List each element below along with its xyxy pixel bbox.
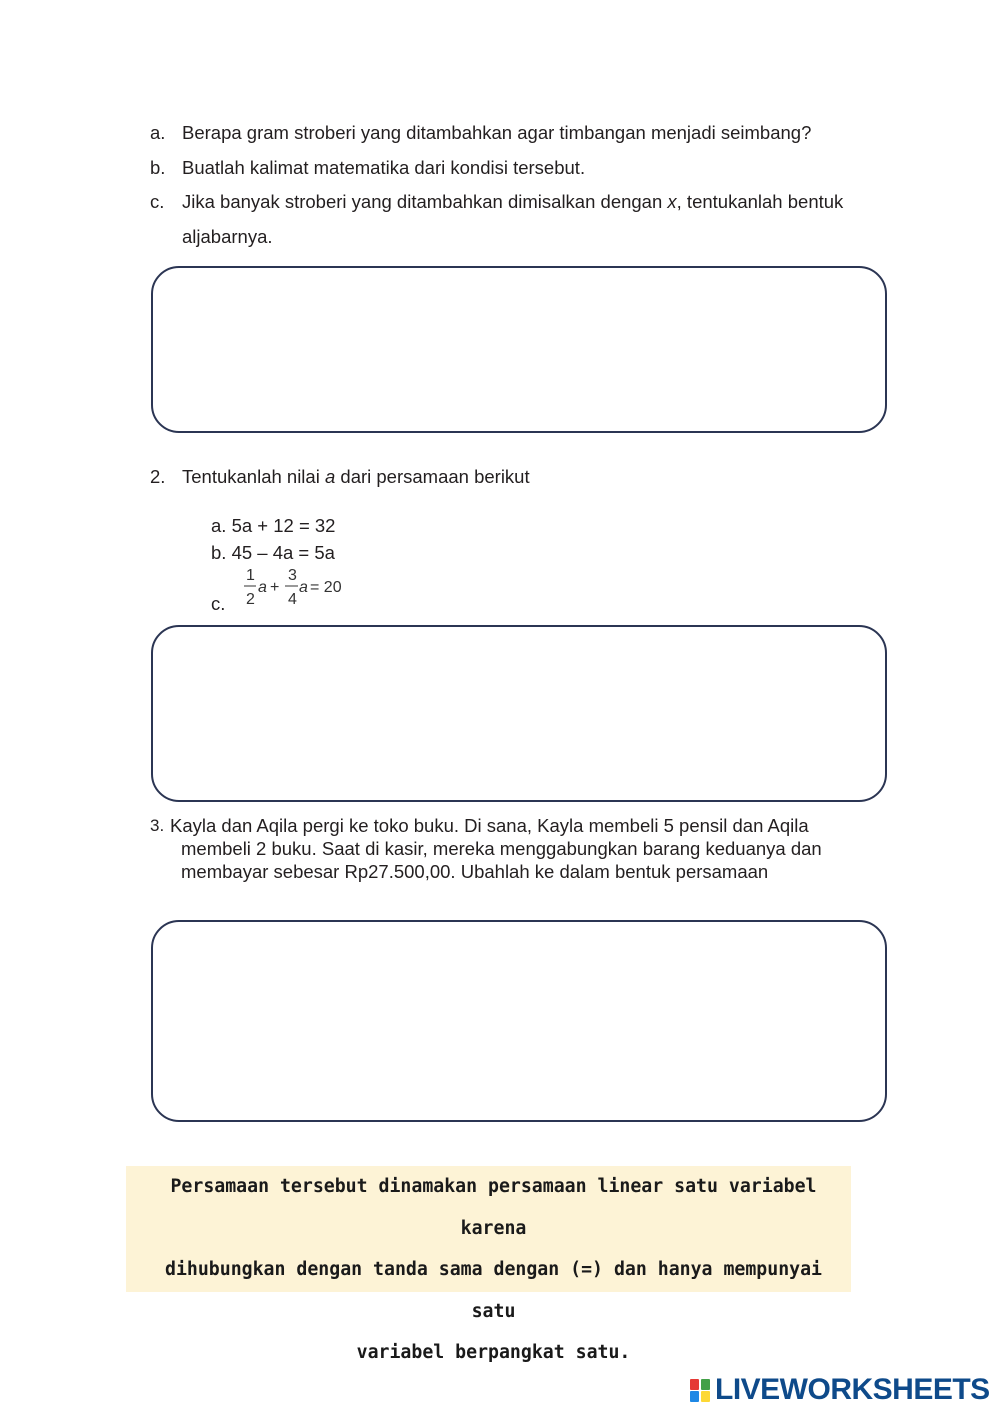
item-label: b. [150, 156, 166, 178]
note-line: dihubungkan dengan tanda sama dengan (=) dan hanya mempunyai satu [165, 1259, 822, 1322]
question-3 [150, 814, 890, 883]
list-item [150, 116, 920, 151]
right-hand-side: = 20 [310, 579, 342, 596]
answer-box-1[interactable] [151, 266, 887, 433]
question-text-line: membeli 2 buku. Saat di kasir, mereka menggabungkan barang keduanya dan [181, 838, 822, 859]
logo-icon [690, 1377, 712, 1403]
item-label: a. [150, 122, 166, 143]
item-label: c. [150, 191, 165, 212]
answer-box-2[interactable] [151, 625, 887, 802]
note-line: variabel berpangkat satu. [356, 1342, 631, 1363]
note-line: Persamaan tersebut dinamakan persamaan linear satu variabel karena [170, 1176, 817, 1239]
item-text: Jika banyak stroberi yang ditambahkan dimisalkan dengan x, tentukanlah bentuk aljabarnya. [182, 191, 844, 247]
question-text-line: Kayla dan Aqila pergi ke toko buku. Di sana, Kayla membeli 5 pensil dan Aqila [170, 815, 809, 836]
equation-b: b. 45 – 4a = 5a [211, 542, 335, 563]
variable-2: a [299, 579, 308, 596]
question-number: 3. [150, 816, 165, 835]
answer-box-3[interactable] [151, 920, 887, 1122]
variable-1: a [258, 579, 267, 596]
denominator-2: 4 [288, 591, 297, 608]
item-text: Buatlah kalimat matematika dari kondisi tersebut. [182, 156, 586, 178]
list-item [150, 185, 920, 254]
equation-c-label: c. [211, 593, 226, 614]
equation-a: a. 5a + 12 = 32 [211, 515, 336, 536]
question-text-line: membayar sebesar Rp27.500,00. Ubahlah ke dalam bentuk persamaan [181, 861, 769, 882]
denominator-1: 2 [246, 591, 255, 608]
numerator-2: 3 [288, 567, 297, 584]
item-text: Berapa gram stroberi yang ditambahkan agar timbangan menjadi seimbang? [182, 122, 812, 143]
liveworksheets-logo [690, 1373, 990, 1407]
question-text: Tentukanlah nilai a dari persamaan berikut [182, 466, 530, 487]
brand-name: LIVEWORKSHEETS [715, 1373, 990, 1406]
question-1-items [150, 116, 920, 254]
fraction-equation [243, 565, 363, 613]
operator: + [270, 579, 280, 596]
question-number: 2. [150, 466, 166, 487]
definition-note [126, 1166, 851, 1363]
numerator-1: 1 [246, 567, 255, 584]
list-item [150, 151, 920, 186]
question-2 [150, 466, 530, 488]
